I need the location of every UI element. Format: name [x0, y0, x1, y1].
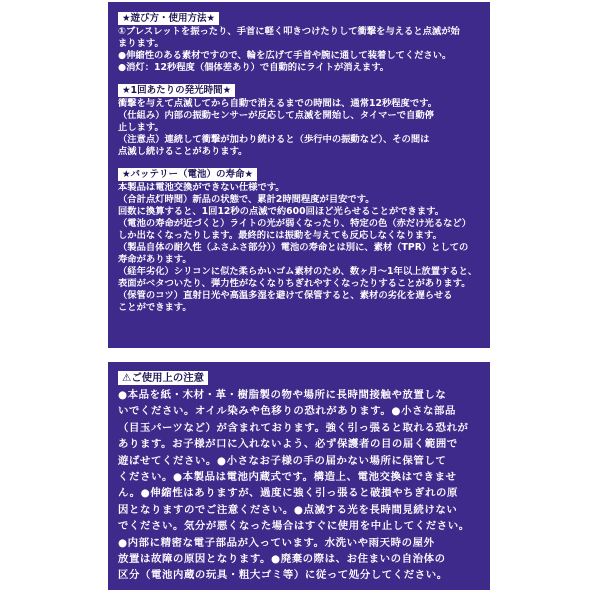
caution-line: ●内部に精密な電子部品が入っています。水洗いや雨天時の屋外 — [118, 536, 435, 549]
text-line: 本製品は電池交換ができない仕様です。 — [118, 182, 285, 193]
caution-line: （目玉パーツなど）が含まれております。強く引っ張ると取れる恐れが — [118, 421, 469, 434]
caution-header: ⚠ご使用上の注意 — [118, 371, 208, 385]
instructions-panel — [108, 2, 490, 348]
text-line: （経年劣化）シリコンに似た柔らかいゴム素材のため、数ヶ月〜1年以上放置すると、 — [118, 266, 478, 277]
caution-line: 放置は故障の原因となります。●廃棄の際は、お住まいの自治体の — [118, 553, 446, 566]
text-line: ①ブレスレットを振ったり、手首に軽く叩きつけたりして衝撃を与えると点滅が始 — [118, 26, 460, 37]
usage-section — [118, 6, 482, 74]
text-line: （電池の寿命が近づくと）ライトの光が弱くなったり、特定の色（赤だけ光るなど） — [118, 218, 472, 229]
duration-section — [118, 78, 482, 158]
text-line: （製品自体の耐久性（ふさふさ部分））電池の寿命とは別に、素材（TPR）としての — [118, 242, 469, 253]
text-line: 止します。 — [118, 122, 164, 133]
caution-line: ん。●伸縮性はありますが、過度に強く引っ張ると破損やちぎれの原 — [118, 487, 459, 500]
text-line: 衝撃を与えて点滅してから自動で消えるまでの時間は、通常12秒程度です。 — [118, 98, 437, 109]
text-line: ●消灯：12秒程度（個体差あり）で自動的にライトが消えます。 — [118, 62, 390, 73]
caution-line: ●本品を紙・木材・革・樹脂製の物や場所に長時間接触や放置しな — [118, 389, 447, 401]
text-line: 表面がベタついたり、弾力性がなくなりちぎれやすくなったりすることがあります。 — [118, 278, 471, 289]
text-line: （保管のコツ）直射日光や高温多湿を避けて保管すると、素材の劣化を遅らせる — [118, 290, 453, 301]
caution-line: あります。お子様が口に入れないよう、必ず保護者の目の届く範囲で — [118, 438, 458, 451]
battery-section — [118, 162, 482, 314]
text-line: （注意点）連続して衝撃が加わり続けると（歩行中の振動など）、その間は — [118, 134, 430, 145]
section-header-duration: ★1回あたりの発光時間★ — [118, 84, 235, 97]
text-line: （合計点灯時間）新品の状態で、累計2時間程度が目安です。 — [118, 194, 375, 205]
text-line: （仕組み）内部の振動センサーが反応して点滅を開始し、タイマーで自動停 — [118, 110, 434, 121]
caution-line: 区分（電池内蔵の玩具・粗大ゴミ等）に従って処分してください。 — [118, 569, 448, 582]
caution-line: いでください。オイル染みや色移りの恐れがあります。●小さな部品 — [118, 405, 457, 418]
caution-line: 遊ばせてください。●小さなお子様の手の届かない場所に保管して — [118, 454, 447, 467]
text-line: 点滅し続けることがあります。 — [118, 146, 248, 157]
caution-panel — [108, 362, 490, 590]
text-line: まります。 — [118, 38, 164, 49]
caution-line: 因となりますのでご注意ください。●点滅する光を長時間見続けない — [118, 503, 458, 516]
text-line: しか出なくなったりします。最終的には振動を与えても反応しなくなります。 — [118, 230, 442, 241]
section-header-usage: ★遊び方・使用方法★ — [118, 12, 219, 25]
text-line: 回数に換算すると、1回12秒の点滅で約600回ほど光らせることができます。 — [118, 206, 444, 217]
caution-line: ください。●本製品は電池内蔵式です。構造上、電池交換はできませ — [118, 471, 457, 484]
text-line: 寿命があります。 — [118, 254, 192, 265]
section-header-battery: ★バッテリー（電池）の寿命★ — [118, 168, 257, 181]
text-line: ●伸縮性のある素材ですので、輪を広げて手首や腕に通して装着してください。 — [118, 50, 452, 61]
caution-line: でください。気分が悪くなった場合はすぐに使用を中止してください。 — [118, 520, 470, 533]
text-line: ことができます。 — [118, 302, 192, 313]
